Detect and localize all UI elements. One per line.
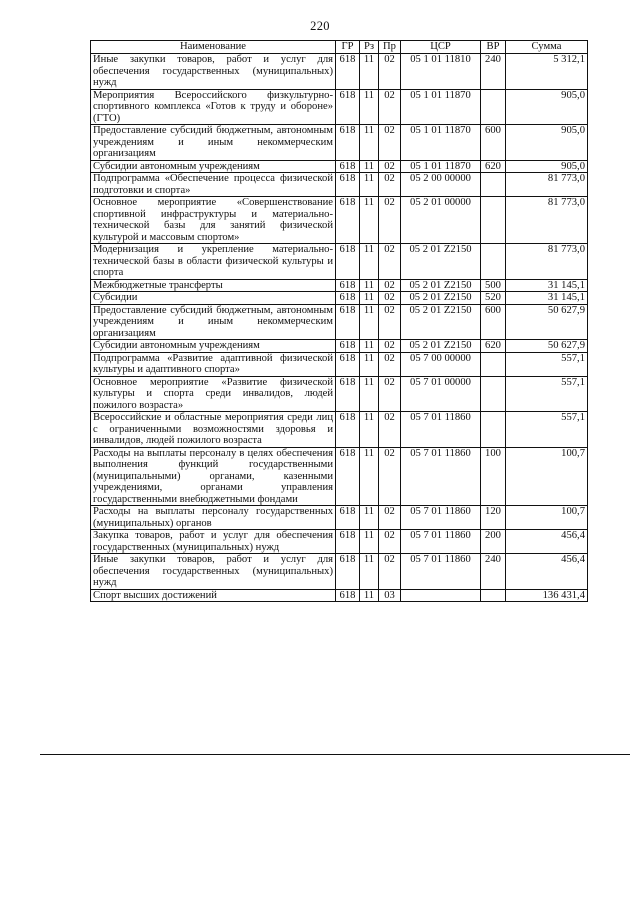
- cell-csr: 05 7 01 11860: [401, 447, 481, 506]
- header-pr: Пр: [379, 41, 401, 54]
- cell-gr: 618: [336, 279, 360, 292]
- cell-vr: [481, 197, 506, 244]
- cell-pr: 02: [379, 279, 401, 292]
- table-row: [91, 506, 588, 530]
- cell-gr: 618: [336, 412, 360, 448]
- cell-csr: [401, 589, 481, 602]
- cell-name: Спорт высших достижений: [91, 589, 336, 602]
- cell-pr: 02: [379, 54, 401, 90]
- cell-sum: 50 627,9: [506, 340, 588, 353]
- header-csr: ЦСР: [401, 41, 481, 54]
- cell-pr: 02: [379, 340, 401, 353]
- cell-rz: 11: [360, 554, 379, 590]
- table-body: [91, 54, 588, 602]
- cell-vr: [481, 412, 506, 448]
- cell-name: Предоставление субсидий бюджетным, автономным учреждениям и иным некоммерческим организациям: [91, 304, 336, 340]
- cell-gr: 618: [336, 54, 360, 90]
- cell-sum: 905,0: [506, 125, 588, 161]
- table-row: [91, 197, 588, 244]
- cell-gr: 618: [336, 506, 360, 530]
- cell-gr: 618: [336, 530, 360, 554]
- cell-name: Всероссийские и областные мероприятия среди лиц с ограниченными возможностями здоровья и инвалидов, людей пожилого возраста: [91, 412, 336, 448]
- cell-vr: [481, 173, 506, 197]
- header-gr: ГР: [336, 41, 360, 54]
- cell-name: Подпрограмма «Обеспечение процесса физической подготовки и спорта»: [91, 173, 336, 197]
- table-row: [91, 412, 588, 448]
- cell-csr: 05 2 01 Z2150: [401, 340, 481, 353]
- cell-pr: 02: [379, 89, 401, 125]
- cell-csr: 05 7 01 11860: [401, 554, 481, 590]
- cell-sum: 31 145,1: [506, 292, 588, 305]
- cell-vr: 600: [481, 125, 506, 161]
- cell-vr: [481, 376, 506, 412]
- table-row: [91, 244, 588, 280]
- cell-name: Закупка товаров, работ и услуг для обеспечения государственных (муниципальных) нужд: [91, 530, 336, 554]
- cell-rz: 11: [360, 447, 379, 506]
- cell-rz: 11: [360, 376, 379, 412]
- cell-sum: 81 773,0: [506, 197, 588, 244]
- cell-gr: 618: [336, 125, 360, 161]
- cell-sum: 905,0: [506, 89, 588, 125]
- cell-name: Модернизация и укрепление материально-технической базы в области физической культуры и спорта: [91, 244, 336, 280]
- cell-name: Иные закупки товаров, работ и услуг для обеспечения государственных (муниципальных) нужд: [91, 554, 336, 590]
- cell-gr: 618: [336, 554, 360, 590]
- cell-vr: [481, 244, 506, 280]
- cell-csr: 05 1 01 11810: [401, 54, 481, 90]
- cell-vr: 240: [481, 554, 506, 590]
- cell-rz: 11: [360, 530, 379, 554]
- table-row: [91, 125, 588, 161]
- cell-pr: 02: [379, 197, 401, 244]
- cell-pr: 02: [379, 160, 401, 173]
- budget-table: [90, 40, 588, 602]
- cell-csr: 05 7 01 00000: [401, 376, 481, 412]
- table-row: [91, 279, 588, 292]
- footer-divider: [40, 754, 630, 755]
- cell-csr: 05 1 01 11870: [401, 89, 481, 125]
- header-vr: ВР: [481, 41, 506, 54]
- cell-name: Расходы на выплаты персоналу государственных (муниципальных) органов: [91, 506, 336, 530]
- cell-gr: 618: [336, 340, 360, 353]
- cell-pr: 02: [379, 506, 401, 530]
- cell-vr: 520: [481, 292, 506, 305]
- cell-csr: 05 7 01 11860: [401, 506, 481, 530]
- cell-sum: 31 145,1: [506, 279, 588, 292]
- cell-rz: 11: [360, 244, 379, 280]
- cell-vr: 200: [481, 530, 506, 554]
- cell-name: Основное мероприятие «Развитие физической культуры и спорта среди инвалидов, людей пожилого возраста»: [91, 376, 336, 412]
- cell-gr: 618: [336, 89, 360, 125]
- page-number: 220: [310, 19, 330, 33]
- table-row: [91, 304, 588, 340]
- cell-pr: 02: [379, 292, 401, 305]
- cell-sum: 81 773,0: [506, 173, 588, 197]
- cell-rz: 11: [360, 589, 379, 602]
- cell-vr: [481, 589, 506, 602]
- cell-gr: 618: [336, 304, 360, 340]
- cell-gr: 618: [336, 173, 360, 197]
- cell-pr: 02: [379, 352, 401, 376]
- cell-csr: 05 2 01 Z2150: [401, 304, 481, 340]
- cell-sum: 100,7: [506, 506, 588, 530]
- cell-csr: 05 1 01 11870: [401, 160, 481, 173]
- table-row: [91, 352, 588, 376]
- cell-csr: 05 7 00 00000: [401, 352, 481, 376]
- cell-vr: 500: [481, 279, 506, 292]
- table-row: [91, 340, 588, 353]
- cell-rz: 11: [360, 304, 379, 340]
- table-row: [91, 589, 588, 602]
- table-row: [91, 173, 588, 197]
- cell-rz: 11: [360, 125, 379, 161]
- cell-gr: 618: [336, 197, 360, 244]
- table-row: [91, 447, 588, 506]
- table-row: [91, 530, 588, 554]
- cell-sum: 557,1: [506, 412, 588, 448]
- table-header-row: [91, 41, 588, 54]
- cell-pr: 02: [379, 554, 401, 590]
- cell-gr: 618: [336, 244, 360, 280]
- cell-rz: 11: [360, 160, 379, 173]
- cell-csr: 05 7 01 11860: [401, 530, 481, 554]
- cell-vr: 120: [481, 506, 506, 530]
- cell-csr: 05 2 01 Z2150: [401, 292, 481, 305]
- cell-sum: 557,1: [506, 376, 588, 412]
- table-row: [91, 376, 588, 412]
- table-row: [91, 54, 588, 90]
- cell-pr: 02: [379, 244, 401, 280]
- cell-sum: 50 627,9: [506, 304, 588, 340]
- header-rz: Рз: [360, 41, 379, 54]
- cell-pr: 02: [379, 173, 401, 197]
- header-name: Наименование: [91, 41, 336, 54]
- cell-name: Иные закупки товаров, работ и услуг для обеспечения государственных (муниципальных) нужд: [91, 54, 336, 90]
- cell-csr: 05 1 01 11870: [401, 125, 481, 161]
- cell-pr: 02: [379, 412, 401, 448]
- cell-sum: 456,4: [506, 530, 588, 554]
- cell-vr: 620: [481, 340, 506, 353]
- cell-rz: 11: [360, 279, 379, 292]
- cell-vr: [481, 352, 506, 376]
- cell-pr: 02: [379, 376, 401, 412]
- cell-rz: 11: [360, 54, 379, 90]
- table-row: [91, 89, 588, 125]
- cell-csr: 05 2 00 00000: [401, 173, 481, 197]
- cell-sum: 5 312,1: [506, 54, 588, 90]
- cell-csr: 05 2 01 00000: [401, 197, 481, 244]
- cell-rz: 11: [360, 89, 379, 125]
- cell-csr: 05 2 01 Z2150: [401, 279, 481, 292]
- cell-gr: 618: [336, 589, 360, 602]
- cell-vr: 600: [481, 304, 506, 340]
- cell-pr: 02: [379, 125, 401, 161]
- cell-sum: 456,4: [506, 554, 588, 590]
- cell-name: Предоставление субсидий бюджетным, автономным учреждениям и иным некоммерческим организациям: [91, 125, 336, 161]
- cell-sum: 100,7: [506, 447, 588, 506]
- cell-pr: 02: [379, 530, 401, 554]
- cell-name: Расходы на выплаты персоналу в целях обеспечения выполнения функций государственными (муниципальными) органами, казенными учреждениями, органами управления государственными внебюджетными фондами: [91, 447, 336, 506]
- cell-rz: 11: [360, 506, 379, 530]
- cell-name: Основное мероприятие «Совершенствование спортивной инфраструктуры и материально-технической базы для занятий физической культурой и массовым спортом»: [91, 197, 336, 244]
- cell-name: Субсидии автономным учреждениям: [91, 160, 336, 173]
- cell-name: Подпрограмма «Развитие адаптивной физической культуры и адаптивного спорта»: [91, 352, 336, 376]
- cell-rz: 11: [360, 292, 379, 305]
- cell-gr: 618: [336, 447, 360, 506]
- cell-gr: 618: [336, 292, 360, 305]
- cell-pr: 02: [379, 447, 401, 506]
- cell-gr: 618: [336, 376, 360, 412]
- cell-rz: 11: [360, 340, 379, 353]
- cell-vr: 240: [481, 54, 506, 90]
- cell-sum: 136 431,4: [506, 589, 588, 602]
- cell-name: Субсидии автономным учреждениям: [91, 340, 336, 353]
- cell-vr: [481, 89, 506, 125]
- table-row: [91, 292, 588, 305]
- cell-csr: 05 7 01 11860: [401, 412, 481, 448]
- cell-sum: 557,1: [506, 352, 588, 376]
- table-row: [91, 160, 588, 173]
- cell-rz: 11: [360, 412, 379, 448]
- cell-rz: 11: [360, 197, 379, 244]
- cell-pr: 03: [379, 589, 401, 602]
- table-row: [91, 554, 588, 590]
- cell-gr: 618: [336, 352, 360, 376]
- header-sum: Сумма: [506, 41, 588, 54]
- cell-sum: 905,0: [506, 160, 588, 173]
- cell-rz: 11: [360, 173, 379, 197]
- cell-name: Межбюджетные трансферты: [91, 279, 336, 292]
- cell-vr: 620: [481, 160, 506, 173]
- cell-vr: 100: [481, 447, 506, 506]
- cell-gr: 618: [336, 160, 360, 173]
- cell-rz: 11: [360, 352, 379, 376]
- cell-csr: 05 2 01 Z2150: [401, 244, 481, 280]
- cell-name: Мероприятия Всероссийского физкультурно-спортивного комплекса «Готов к труду и обороне» (ГТО): [91, 89, 336, 125]
- cell-pr: 02: [379, 304, 401, 340]
- cell-sum: 81 773,0: [506, 244, 588, 280]
- cell-name: Субсидии: [91, 292, 336, 305]
